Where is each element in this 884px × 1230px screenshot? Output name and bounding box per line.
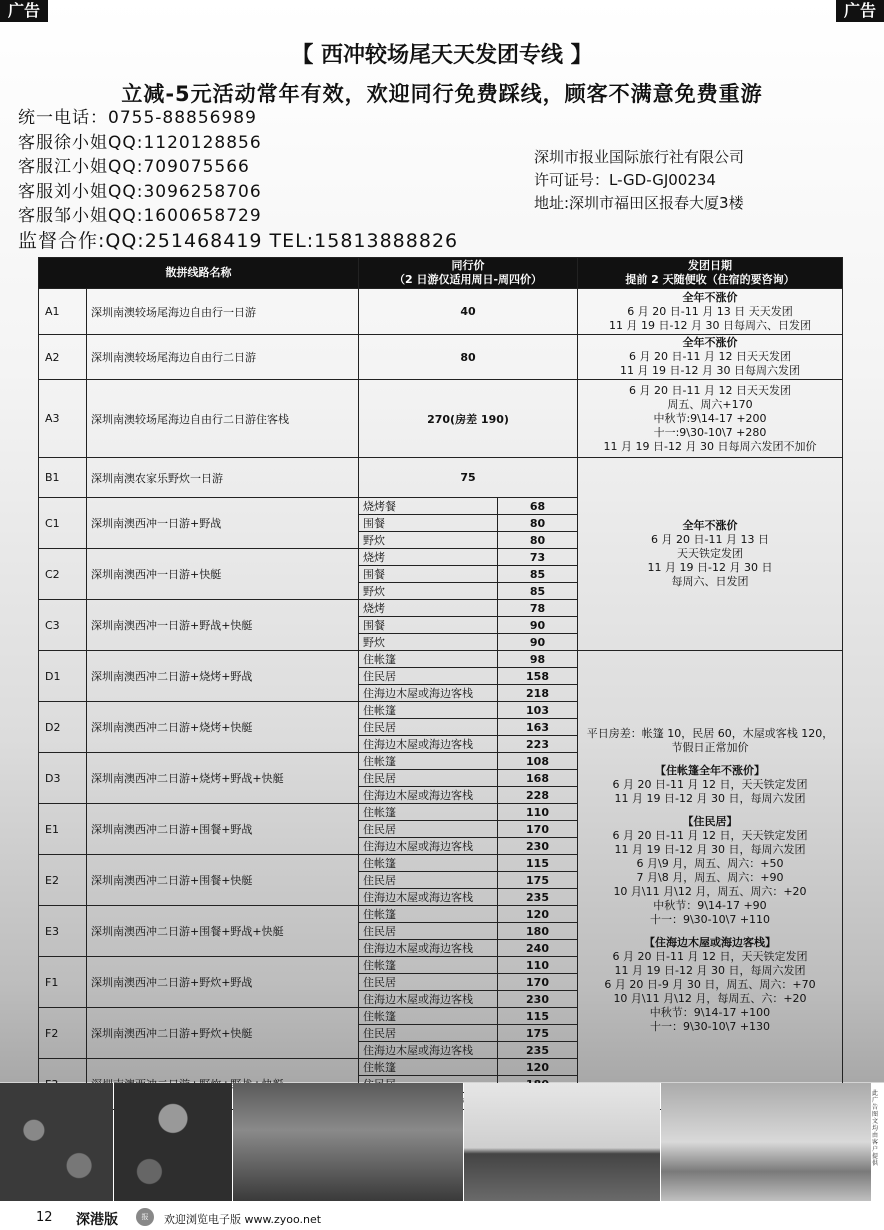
route-name: 深圳南澳西冲一日游+快艇 xyxy=(87,549,359,600)
departure-line: 6 月 20 日-11 月 13 日 天天发团 xyxy=(627,304,793,318)
contact-list xyxy=(18,106,458,253)
option-price: 108 xyxy=(498,753,578,770)
departure-dates xyxy=(578,289,843,335)
route-name: 深圳南澳西冲一日游+野战 xyxy=(87,498,359,549)
departure-dates xyxy=(578,380,843,458)
route-name: 深圳南澳西冲二日游+围餐+野战 xyxy=(87,804,359,855)
option-price: 240 xyxy=(498,940,578,957)
route-code: B1 xyxy=(39,458,87,498)
route-name: 深圳南澳西冲二日游+围餐+野战+快艇 xyxy=(87,906,359,957)
photo-strip xyxy=(0,1083,884,1201)
option-price: 180 xyxy=(498,923,578,940)
route-code: A1 xyxy=(39,289,87,335)
option-price: 120 xyxy=(498,906,578,923)
route-name: 深圳南澳西冲二日游+烧烤+快艇 xyxy=(87,702,359,753)
option-price: 103 xyxy=(498,702,578,719)
option-price: 235 xyxy=(498,1042,578,1059)
option-name: 住民居 xyxy=(359,872,498,889)
option-name: 住海边木屋或海边客栈 xyxy=(359,685,498,702)
option-price: 110 xyxy=(498,804,578,821)
departure-line: 11 月 19 日-12 月 30 日，每周六发团 xyxy=(614,842,806,856)
table-row xyxy=(39,380,843,458)
edition-label: 深港版 xyxy=(76,1212,118,1228)
option-name: 住海边木屋或海边客栈 xyxy=(359,736,498,753)
route-code: C2 xyxy=(39,549,87,600)
route-code: E3 xyxy=(39,906,87,957)
option-name: 住民居 xyxy=(359,923,498,940)
option-price: 98 xyxy=(498,651,578,668)
departure-line: 【住帐篷全年不涨价】 xyxy=(655,763,765,777)
departure-line xyxy=(581,806,839,815)
departure-line: 11 月 19 日-12 月 30 日，每周六发团 xyxy=(614,791,806,805)
route-code: D2 xyxy=(39,702,87,753)
contact-qq-jiang: 客服江小姐QQ:709075566 xyxy=(18,157,250,177)
contact-supervision: 监督合作:QQ:251468419 TEL:15813888826 xyxy=(18,229,459,252)
contact-qq-xu: 客服徐小姐QQ:1120128856 xyxy=(18,132,262,153)
page-title: 【 西冲较场尾天天发团专线 】 xyxy=(291,43,593,68)
departure-dates xyxy=(578,458,843,651)
option-price: 78 xyxy=(498,600,578,617)
header-price-title: 同行价 xyxy=(451,259,485,272)
table-row xyxy=(39,651,843,668)
option-name: 住民居 xyxy=(359,1025,498,1042)
option-name: 住海边木屋或海边客栈 xyxy=(359,889,498,906)
option-name: 围餐 xyxy=(359,617,498,634)
departure-line: 6 月\9 月，周五、周六：+50 xyxy=(636,856,784,870)
option-name: 住帐篷 xyxy=(359,957,498,974)
page-subtitle: 立减-5元活动常年有效，欢迎同行免费踩线，顾客不满意免费重游 xyxy=(121,82,763,106)
route-price: 80 xyxy=(359,335,578,380)
route-code: A2 xyxy=(39,335,87,380)
departure-line: 10 月\11 月\12 月，周五、周六：+20 xyxy=(613,884,807,898)
table-row xyxy=(39,335,843,380)
photo-beach xyxy=(464,1083,660,1201)
option-name: 住帐篷 xyxy=(359,753,498,770)
option-name: 住民居 xyxy=(359,974,498,991)
route-price-table xyxy=(38,257,843,1110)
departure-line: 11 月 19 日-12 月 30 日 xyxy=(647,561,773,574)
departure-line: 全年不涨价 xyxy=(682,290,738,304)
option-price: 120 xyxy=(498,1059,578,1076)
route-name: 深圳南澳较场尾海边自由行一日游 xyxy=(87,289,359,335)
table-row xyxy=(39,458,843,498)
option-name: 住帐篷 xyxy=(359,651,498,668)
option-name: 住海边木屋或海边客栈 xyxy=(359,787,498,804)
option-name: 住海边木屋或海边客栈 xyxy=(359,1042,498,1059)
departure-line: 十一：9\30-10\7 +130 xyxy=(649,1019,771,1033)
option-name: 住民居 xyxy=(359,668,498,685)
option-price: 230 xyxy=(498,991,578,1008)
option-price: 235 xyxy=(498,889,578,906)
ad-label-right: 广告 xyxy=(836,0,884,22)
option-name: 围餐 xyxy=(359,515,498,532)
ad-label-left: 广告 xyxy=(0,0,48,22)
departure-line: 全年不涨价 xyxy=(682,336,738,349)
side-note: 此广告图文均由客户提供 xyxy=(872,1090,879,1167)
route-code: F1 xyxy=(39,957,87,1008)
option-price: 170 xyxy=(498,974,578,991)
option-name: 烧烤 xyxy=(359,549,498,566)
route-code: C1 xyxy=(39,498,87,549)
option-price: 175 xyxy=(498,1025,578,1042)
option-name: 住民居 xyxy=(359,719,498,736)
route-name: 深圳南澳西冲一日游+野战+快艇 xyxy=(87,600,359,651)
departure-line: 6 月 20 日-11 月 13 日 xyxy=(651,533,769,546)
option-price: 85 xyxy=(498,583,578,600)
departure-line: 6 月 20 日-11 月 12 日，天天铁定发团 xyxy=(612,777,808,791)
departure-line: 11 月 19 日-12 月 30 日每周六、日发团 xyxy=(609,318,811,332)
option-price: 68 xyxy=(498,498,578,515)
photo-bbq-1 xyxy=(0,1083,113,1201)
departure-line: 十一：9\30-10\7 +110 xyxy=(649,912,771,926)
option-name: 烧烤餐 xyxy=(359,498,498,515)
header-price-note: （2 日游仅适用周日-周四价） xyxy=(393,273,543,286)
option-name: 住帐篷 xyxy=(359,855,498,872)
departure-line: 中秋节：9\14-17 +100 xyxy=(649,1005,771,1019)
option-name: 住民居 xyxy=(359,821,498,838)
option-price: 168 xyxy=(498,770,578,787)
option-name: 住帐篷 xyxy=(359,702,498,719)
header-departure-title: 发团日期 xyxy=(688,259,732,272)
route-code: F2 xyxy=(39,1008,87,1059)
departure-dates xyxy=(578,651,843,1110)
option-price: 90 xyxy=(498,617,578,634)
option-price: 115 xyxy=(498,855,578,872)
option-name: 围餐 xyxy=(359,566,498,583)
route-code: A3 xyxy=(39,380,87,458)
option-name: 住海边木屋或海边客栈 xyxy=(359,838,498,855)
route-name: 深圳南澳较场尾海边自由行二日游 xyxy=(87,335,359,380)
photo-bbq-2 xyxy=(114,1083,232,1201)
option-name: 住民居 xyxy=(359,770,498,787)
route-code: D1 xyxy=(39,651,87,702)
departure-dates xyxy=(578,335,843,380)
departure-line: 11 月 19 日-12 月 30 日每周六发团 xyxy=(620,364,800,377)
option-name: 住海边木屋或海边客栈 xyxy=(359,991,498,1008)
route-name: 深圳南澳西冲二日游+围餐+快艇 xyxy=(87,855,359,906)
route-name: 深圳南澳西冲二日游+野炊+野战 xyxy=(87,957,359,1008)
option-price: 158 xyxy=(498,668,578,685)
option-name: 住海边木屋或海边客栈 xyxy=(359,940,498,957)
contact-qq-liu: 客服刘小姐QQ:3096258706 xyxy=(18,181,262,202)
option-price: 170 xyxy=(498,821,578,838)
departure-line: 十一:9\30-10\7 +280 xyxy=(653,425,767,439)
photo-seaside-cycling xyxy=(661,1083,871,1201)
option-name: 住帐篷 xyxy=(359,804,498,821)
departure-line: 中秋节：9\14-17 +90 xyxy=(653,898,767,912)
option-name: 烧烤 xyxy=(359,600,498,617)
departure-line: 中秋节:9\14-17 +200 xyxy=(653,411,767,425)
departure-line: 平日房差：帐篷 10，民居 60，木屋或客栈 120， xyxy=(586,726,834,740)
option-price: 218 xyxy=(498,685,578,702)
option-price: 73 xyxy=(498,549,578,566)
route-name: 深圳南澳西冲二日游+烧烤+野战+快艇 xyxy=(87,753,359,804)
option-name: 住帐篷 xyxy=(359,906,498,923)
option-name: 住帐篷 xyxy=(359,1008,498,1025)
option-price: 115 xyxy=(498,1008,578,1025)
table-row xyxy=(39,289,843,335)
option-name: 野炊 xyxy=(359,583,498,600)
footer xyxy=(0,1206,884,1230)
option-price: 90 xyxy=(498,634,578,651)
route-price: 75 xyxy=(359,458,578,498)
departure-line: 节假日正常加价 xyxy=(671,740,749,754)
contact-qq-zou: 客服邹小姐QQ:1600658729 xyxy=(18,206,262,226)
departure-line: 周五、周六+170 xyxy=(667,397,753,411)
footer-link[interactable]: 欢迎浏览电子版 www.zyoo.net xyxy=(164,1213,322,1226)
company-license: 许可证号：L-GD-GJ00234 xyxy=(534,171,716,189)
option-price: 223 xyxy=(498,736,578,753)
option-price: 228 xyxy=(498,787,578,804)
newspaper-logo-icon: 报 xyxy=(136,1208,154,1226)
departure-line: 6 月 20 日-9 月 30 日，周五、周六：+70 xyxy=(604,977,816,991)
route-price: 270(房差 190) xyxy=(359,380,578,458)
header-departure-note: 提前 2 天随便收（住宿的要咨询） xyxy=(625,273,795,286)
company-info xyxy=(534,146,744,215)
option-name: 野炊 xyxy=(359,634,498,651)
option-price: 110 xyxy=(498,957,578,974)
option-price: 163 xyxy=(498,719,578,736)
route-name: 深圳南澳西冲二日游+烧烤+野战 xyxy=(87,651,359,702)
option-price: 85 xyxy=(498,566,578,583)
departure-line: 6 月 20 日-11 月 12 日天天发团 xyxy=(629,350,791,363)
route-name: 深圳南澳较场尾海边自由行二日游住客栈 xyxy=(87,380,359,458)
header-price xyxy=(359,258,578,289)
departure-line: 【住民居】 xyxy=(682,814,738,828)
departure-line: 天天铁定发团 xyxy=(677,547,743,560)
route-code: D3 xyxy=(39,753,87,804)
departure-line xyxy=(581,755,839,764)
route-name: 深圳南澳农家乐野炊一日游 xyxy=(87,458,359,498)
departure-line: 6 月 20 日-11 月 12 日，天天铁定发团 xyxy=(612,828,808,842)
contact-phone: 统一电话：0755-88856989 xyxy=(18,108,257,128)
departure-line: 7 月\8 月，周五、周六：+90 xyxy=(636,870,784,884)
option-name: 住帐篷 xyxy=(359,1059,498,1076)
departure-line xyxy=(581,927,839,936)
company-name: 深圳市报业国际旅行社有限公司 xyxy=(534,148,745,166)
route-code: E2 xyxy=(39,855,87,906)
departure-line: 10 月\11 月\12 月，每周五、六：+20 xyxy=(613,991,807,1005)
departure-line: 11 月 19 日-12 月 30 日，每周六发团 xyxy=(614,963,806,977)
departure-line: 11 月 19 日-12 月 30 日每周六发团不加价 xyxy=(603,439,817,453)
photo-group xyxy=(233,1083,463,1201)
departure-line: 6 月 20 日-11 月 12 日，天天铁定发团 xyxy=(612,949,808,963)
departure-line: 全年不涨价 xyxy=(682,519,738,532)
page-number: 12 xyxy=(36,1210,53,1225)
route-price: 40 xyxy=(359,289,578,335)
company-address: 地址:深圳市福田区报春大厦3楼 xyxy=(534,194,744,212)
route-code: E1 xyxy=(39,804,87,855)
departure-line: 【住海边木屋或海边客栈】 xyxy=(644,935,776,949)
departure-line: 每周六、日发团 xyxy=(671,575,749,588)
route-code: C3 xyxy=(39,600,87,651)
option-price: 80 xyxy=(498,515,578,532)
option-price: 230 xyxy=(498,838,578,855)
route-name: 深圳南澳西冲二日游+野炊+快艇 xyxy=(87,1008,359,1059)
header-departure xyxy=(578,258,843,289)
option-price: 175 xyxy=(498,872,578,889)
departure-line: 6 月 20 日-11 月 12 日天天发团 xyxy=(629,383,791,397)
option-name: 野炊 xyxy=(359,532,498,549)
header-route: 散拼线路名称 xyxy=(39,258,359,289)
option-price: 80 xyxy=(498,532,578,549)
